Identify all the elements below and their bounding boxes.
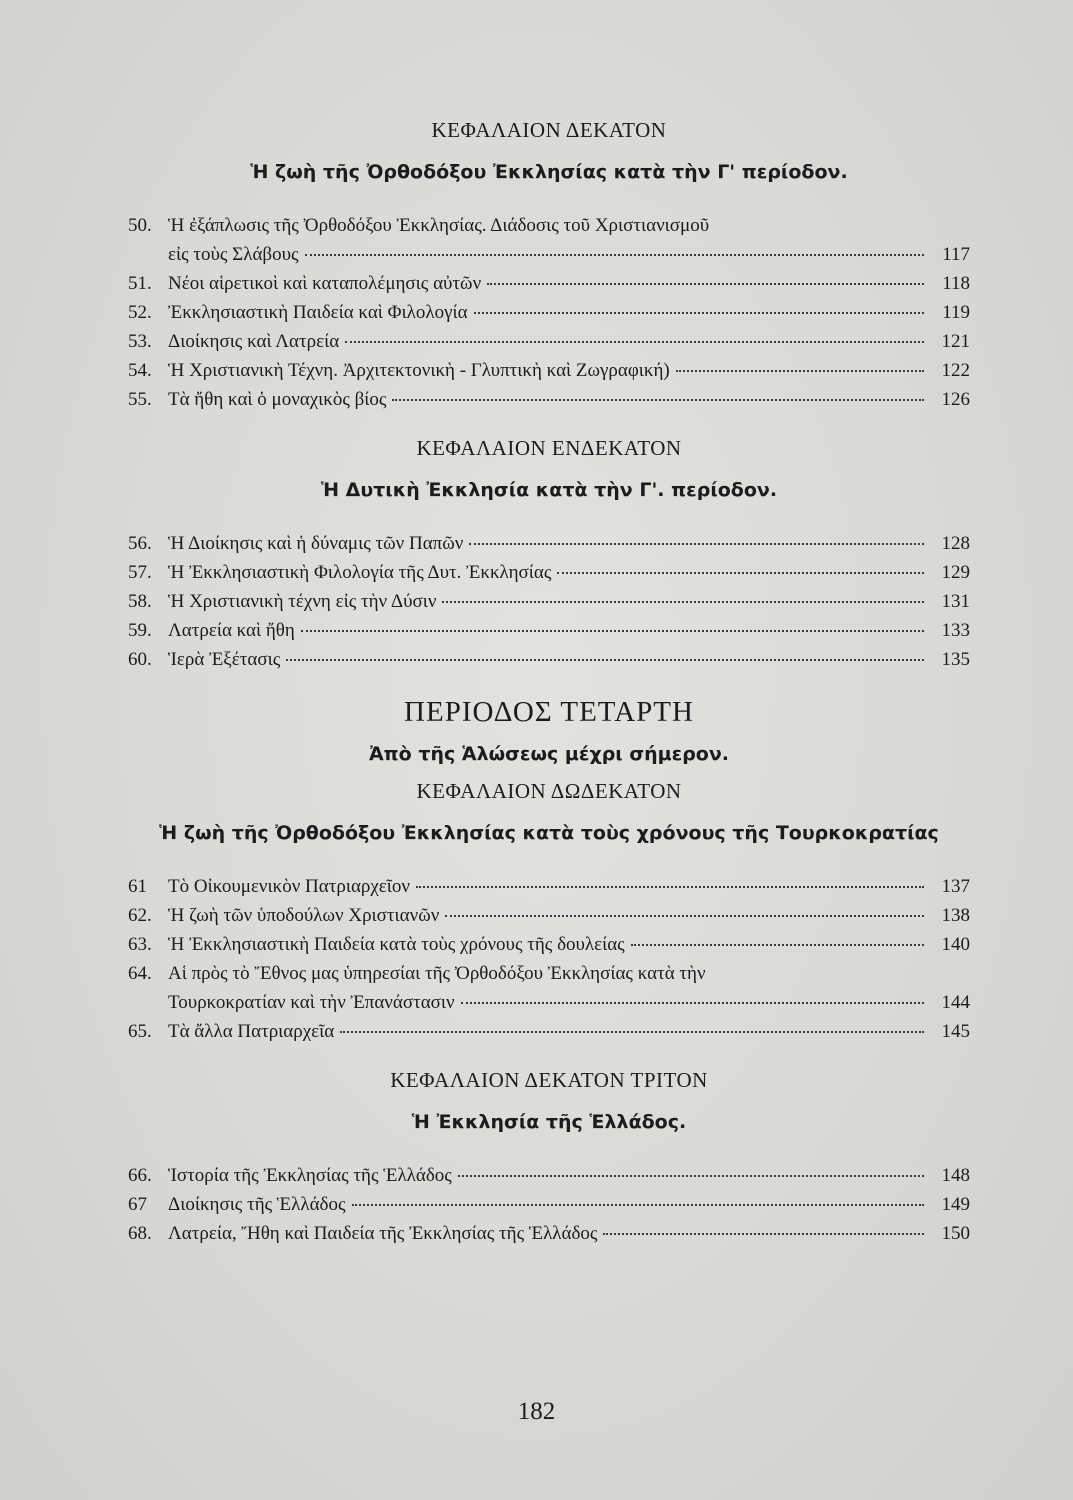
entry-title: Αἱ πρὸς τὸ Ἔθνος μας ὑπηρεσίαι τῆς Ὀρθοδόξου Ἐκκλησίας κατὰ τὴν bbox=[168, 963, 706, 984]
toc-list bbox=[128, 1161, 970, 1248]
entry-page: 138 bbox=[941, 905, 970, 926]
toc-entry bbox=[128, 901, 970, 930]
entry-body bbox=[168, 1017, 970, 1046]
entry-line bbox=[168, 1219, 970, 1248]
table-of-contents bbox=[128, 118, 970, 1248]
entry-number: 63. bbox=[128, 934, 152, 955]
entry-page: 144 bbox=[941, 992, 970, 1013]
entry-number: 51. bbox=[128, 273, 152, 294]
entry-title: εἰς τοὺς Σλάβους bbox=[168, 244, 299, 265]
entry-title: Νέοι αἱρετικοὶ καὶ καταπολέμησις αὐτῶν bbox=[168, 273, 482, 294]
entry-line bbox=[168, 1190, 970, 1219]
chapter-subtitle: Ἡ ζωὴ τῆς Ὀρθοδόξου Ἐκκλησίας κατὰ τοὺς χρόνους τῆς Τουρκοκρατίας bbox=[159, 822, 939, 844]
entry-title: Ἡ ζωὴ τῶν ὑποδούλων Χριστιανῶν bbox=[168, 905, 440, 926]
entry-line bbox=[168, 529, 970, 558]
entry-page: 133 bbox=[941, 620, 970, 641]
entry-title: Ἱερὰ Ἐξέτασις bbox=[168, 649, 281, 670]
entry-body bbox=[168, 327, 970, 356]
entry-body bbox=[168, 587, 970, 616]
entry-page: 150 bbox=[941, 1223, 970, 1244]
entry-page: 119 bbox=[942, 302, 970, 323]
dot-leader bbox=[442, 601, 924, 603]
toc-entry bbox=[128, 211, 970, 269]
entry-body bbox=[168, 930, 970, 959]
entry-page: 122 bbox=[941, 360, 970, 381]
entry-number: 61 bbox=[128, 876, 147, 897]
dot-leader bbox=[458, 1175, 924, 1177]
part-title: ΠΕΡΙΟΔΟΣ ΤΕΤΑΡΤΗ bbox=[404, 696, 694, 728]
dot-leader bbox=[392, 399, 924, 401]
entry-body bbox=[168, 959, 970, 1017]
chapter-subtitle: Ἡ Ἐκκλησία τῆς Ἑλλάδος. bbox=[411, 1111, 687, 1133]
toc-entry bbox=[128, 298, 970, 327]
chapter-heading: ΚΕΦΑΛΑΙΟΝ ΔΕΚΑΤΟΝ bbox=[431, 118, 667, 142]
toc-entry bbox=[128, 959, 970, 1017]
entry-title: Ἡ Χριστιανικὴ Τέχνη. Ἀρχιτεκτονικὴ - Γλυπτικὴ καὶ Ζωγραφική) bbox=[168, 360, 670, 381]
entry-title: Ἡ Ἐκκλησιαστικὴ Παιδεία κατὰ τοὺς χρόνους τῆς δουλείας bbox=[168, 934, 625, 955]
toc-entry bbox=[128, 1219, 970, 1248]
entry-title: Διοίκησις τῆς Ἑλλάδος bbox=[168, 1194, 346, 1215]
entry-number: 55. bbox=[128, 389, 152, 410]
entry-title: Τὰ ἤθη καὶ ὁ μοναχικὸς βίος bbox=[168, 389, 387, 410]
entry-body bbox=[168, 356, 970, 385]
chapter-heading: ΚΕΦΑΛΑΙΟΝ ΔΩΔΕΚΑΤΟΝ bbox=[416, 779, 682, 803]
entry-title: Ἱστορία τῆς Ἐκκλησίας τῆς Ἑλλάδος bbox=[168, 1165, 452, 1186]
toc-entry bbox=[128, 385, 970, 414]
chapter-heading: ΚΕΦΑΛΑΙΟΝ ΔΕΚΑΤΟΝ ΤΡΙΤΟΝ bbox=[390, 1068, 708, 1092]
dot-leader bbox=[305, 254, 924, 256]
entry-body bbox=[168, 645, 970, 674]
entry-line bbox=[168, 872, 970, 901]
toc-list bbox=[128, 872, 970, 1046]
dot-leader bbox=[603, 1233, 924, 1235]
entry-line bbox=[168, 240, 970, 269]
entry-number: 67 bbox=[128, 1194, 147, 1215]
entry-body bbox=[168, 211, 970, 269]
entry-page: 126 bbox=[941, 389, 970, 410]
entry-body bbox=[168, 558, 970, 587]
dot-leader bbox=[286, 659, 924, 661]
entry-title: Τὸ Οἰκουμενικὸν Πατριαρχεῖον bbox=[168, 876, 410, 897]
entry-line bbox=[168, 269, 970, 298]
entry-title: Λατρεία καὶ ἤθη bbox=[168, 620, 295, 641]
dot-leader bbox=[352, 1204, 925, 1206]
dot-leader bbox=[631, 944, 924, 946]
entry-number: 56. bbox=[128, 533, 152, 554]
entry-title: Ἡ Χριστιανικὴ τέχνη εἰς τὴν Δύσιν bbox=[168, 591, 437, 612]
toc-entry bbox=[128, 1017, 970, 1046]
dot-leader bbox=[345, 341, 924, 343]
entry-body bbox=[168, 901, 970, 930]
entry-title: Τουρκοκρατίαν καὶ τὴν Ἐπανάστασιν bbox=[168, 992, 455, 1013]
entry-page: 129 bbox=[941, 562, 970, 583]
entry-line bbox=[168, 587, 970, 616]
entry-page: 121 bbox=[941, 331, 970, 352]
part-subtitle: Ἀπὸ τῆς Ἁλώσεως μέχρι σήμερον. bbox=[368, 743, 730, 765]
entry-line bbox=[168, 616, 970, 645]
chapter-subtitle: Ἡ ζωὴ τῆς Ὀρθοδόξου Ἐκκλησίας κατὰ τὴν Γ' περίοδον. bbox=[250, 161, 848, 183]
entry-line bbox=[168, 959, 970, 988]
entry-number: 64. bbox=[128, 963, 152, 984]
entry-number: 62. bbox=[128, 905, 152, 926]
entry-line bbox=[168, 930, 970, 959]
dot-leader bbox=[676, 370, 924, 372]
toc-entry bbox=[128, 1161, 970, 1190]
toc-entry bbox=[128, 645, 970, 674]
entry-title: Ἐκκλησιαστικὴ Παιδεία καὶ Φιλολογία bbox=[168, 302, 468, 323]
toc-entry bbox=[128, 529, 970, 558]
entry-page: 149 bbox=[941, 1194, 970, 1215]
entry-title: Ἡ ἐξάπλωσις τῆς Ὀρθοδόξου Ἐκκλησίας. Διάδοσις τοῦ Χριστιανισμοῦ bbox=[168, 215, 710, 236]
entry-body bbox=[168, 1161, 970, 1190]
entry-body bbox=[168, 1190, 970, 1219]
entry-page: 117 bbox=[942, 244, 970, 265]
chapter-subtitle: Ἡ Δυτικὴ Ἐκκλησία κατὰ τὴν Γ'. περίοδον. bbox=[320, 479, 778, 501]
toc-list bbox=[128, 529, 970, 674]
entry-title: Λατρεία, Ἤθη καὶ Παιδεία τῆς Ἐκκλησίας τῆς Ἑλλάδος bbox=[168, 1223, 598, 1244]
entry-page: 140 bbox=[941, 934, 970, 955]
entry-line bbox=[168, 211, 970, 240]
entry-number: 59. bbox=[128, 620, 152, 641]
toc-entry bbox=[128, 616, 970, 645]
entry-page: 135 bbox=[941, 649, 970, 670]
toc-list bbox=[128, 211, 970, 414]
toc-entry bbox=[128, 1190, 970, 1219]
entry-line bbox=[168, 385, 970, 414]
toc-entry bbox=[128, 872, 970, 901]
toc-entry bbox=[128, 327, 970, 356]
entry-page: 137 bbox=[941, 876, 970, 897]
toc-entry bbox=[128, 356, 970, 385]
toc-entry bbox=[128, 930, 970, 959]
entry-body bbox=[168, 269, 970, 298]
entry-number: 52. bbox=[128, 302, 152, 323]
dot-leader bbox=[416, 886, 924, 888]
entry-title: Ἡ Διοίκησις καὶ ἡ δύναμις τῶν Παπῶν bbox=[168, 533, 464, 554]
entry-body bbox=[168, 529, 970, 558]
entry-line bbox=[168, 1161, 970, 1190]
dot-leader bbox=[487, 283, 924, 285]
entry-number: 57. bbox=[128, 562, 152, 583]
dot-leader bbox=[445, 915, 924, 917]
entry-line bbox=[168, 988, 970, 1017]
entry-body bbox=[168, 1219, 970, 1248]
dot-leader bbox=[469, 543, 924, 545]
entry-number: 50. bbox=[128, 215, 152, 236]
entry-number: 65. bbox=[128, 1021, 152, 1042]
entry-body bbox=[168, 872, 970, 901]
entry-number: 66. bbox=[128, 1165, 152, 1186]
toc-entry bbox=[128, 269, 970, 298]
entry-number: 58. bbox=[128, 591, 152, 612]
dot-leader bbox=[301, 630, 924, 632]
entry-line bbox=[168, 1017, 970, 1046]
entry-line bbox=[168, 645, 970, 674]
entry-title: Ἡ Ἐκκλησιαστικὴ Φιλολογία τῆς Δυτ. Ἐκκλησίας bbox=[168, 562, 552, 583]
entry-title: Διοίκησις καὶ Λατρεία bbox=[168, 331, 340, 352]
dot-leader bbox=[340, 1031, 924, 1033]
toc-entry bbox=[128, 558, 970, 587]
page-number: 182 bbox=[517, 1398, 556, 1425]
entry-page: 131 bbox=[941, 591, 970, 612]
entry-page: 148 bbox=[941, 1165, 970, 1186]
entry-number: 60. bbox=[128, 649, 152, 670]
entry-page: 145 bbox=[941, 1021, 970, 1042]
entry-line bbox=[168, 327, 970, 356]
entry-page: 118 bbox=[942, 273, 970, 294]
entry-number: 68. bbox=[128, 1223, 152, 1244]
entry-number: 54. bbox=[128, 360, 152, 381]
entry-number: 53. bbox=[128, 331, 152, 352]
dot-leader bbox=[474, 312, 924, 314]
entry-line bbox=[168, 901, 970, 930]
entry-body bbox=[168, 298, 970, 327]
entry-body bbox=[168, 616, 970, 645]
entry-line bbox=[168, 356, 970, 385]
entry-title: Τὰ ἄλλα Πατριαρχεῖα bbox=[168, 1021, 335, 1042]
entry-line bbox=[168, 298, 970, 327]
dot-leader bbox=[461, 1002, 924, 1004]
toc-entry bbox=[128, 587, 970, 616]
entry-line bbox=[168, 558, 970, 587]
entry-page: 128 bbox=[941, 533, 970, 554]
chapter-heading: ΚΕΦΑΛΑΙΟΝ ΕΝΔΕΚΑΤΟΝ bbox=[416, 436, 682, 460]
dot-leader bbox=[557, 572, 924, 574]
entry-body bbox=[168, 385, 970, 414]
